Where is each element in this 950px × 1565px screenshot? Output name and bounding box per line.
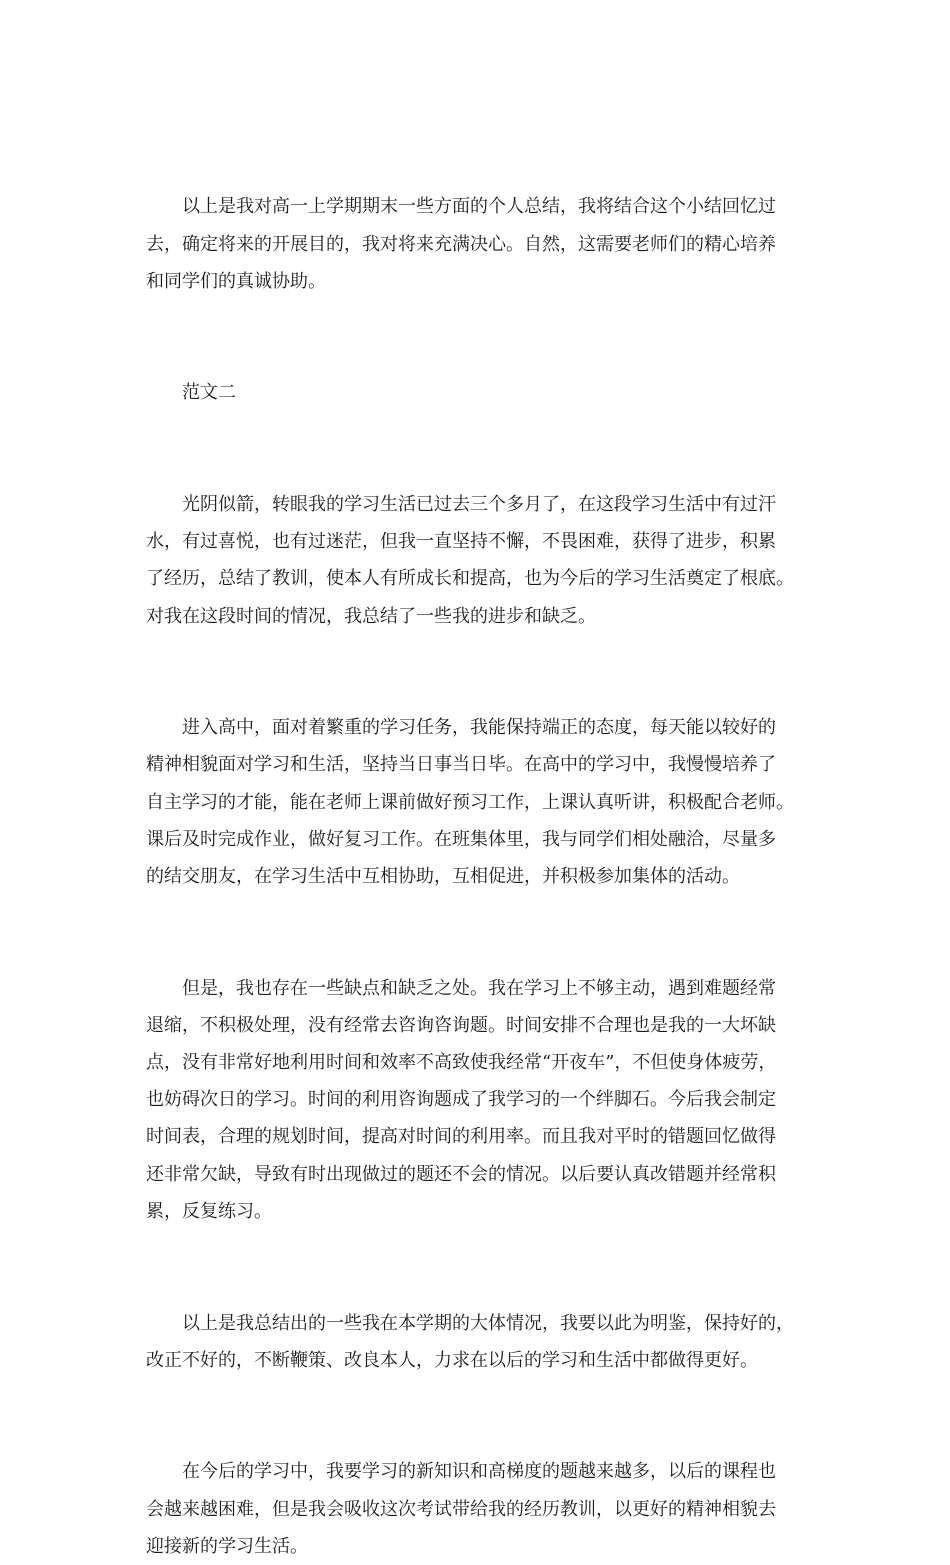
text-line: 和同学们的真诚协助。 <box>146 270 326 292</box>
text-line: 去，确定将来的开展目的，我对将来充满决心。自然，这需要老师们的精心培养 <box>146 233 776 255</box>
text-line: 课后及时完成作业，做好复习工作。在班集体里，我与同学们相处融洽，尽量多 <box>146 828 776 850</box>
paragraph-shortcomings <box>146 895 810 1230</box>
text-line: 迎接新的学习生活。 <box>146 1535 308 1557</box>
text-line: 还非常欠缺，导致有时出现做过的题还不会的情况。以后要认真改错题并经常积 <box>146 1163 776 1185</box>
text-line: 进入高中，面对着繁重的学习任务，我能保持端正的态度，每天能以较好的 <box>182 717 776 739</box>
text-line: 但是，我也存在一些缺点和缺乏之处。我在学习上不够主动，遇到难题经常 <box>182 977 776 999</box>
text-line: 也妨碍次日的学习。时间的利用咨询题成了我学习的一个绊脚石。今后我会制定 <box>146 1089 776 1111</box>
text-line: 了经历，总结了教训，使本人有所成长和提高，也为今后的学习生活奠定了根底。 <box>146 568 794 590</box>
text-line: 水，有过喜悦，也有过迷茫，但我一直坚持不懈，不畏困难，获得了进步，积累 <box>146 531 776 553</box>
text-line: 在今后的学习中，我要学习的新知识和高梯度的题越来越多，以后的课程也 <box>182 1461 776 1483</box>
section-heading <box>146 300 810 412</box>
text-line: 点，没有非常好地利用时间和效率不高致使我经常“开夜车”，不但使身体疲劳， <box>146 1052 777 1074</box>
paragraph-intro <box>146 412 810 635</box>
text-line: 自主学习的才能，能在老师上课前做好预习工作，上课认真听讲，积极配合老师。 <box>146 791 794 813</box>
text-line: 精神相貌面对学习和生活，坚持当日事当日毕。在高中的学习中，我慢慢培养了 <box>146 754 776 776</box>
text-line: 累，反复练习。 <box>146 1200 272 1222</box>
document-body <box>146 114 810 1565</box>
text-line: 改正不好的，不断鞭策、改良本人，力求在以后的学习和生活中都做得更好。 <box>146 1349 758 1371</box>
text-line: 以上是我对高一上学期期末一些方面的个人总结，我将结合这个小结回忆过 <box>182 196 776 218</box>
text-line: 退缩，不积极处理，没有经常去咨询咨询题。时间安排不合理也是我的一大坏缺 <box>146 1014 776 1036</box>
text-line: 的结交朋友，在学习生活中互相协助，互相促进，并积极参加集体的活动。 <box>146 866 740 888</box>
text-line: 光阴似箭，转眼我的学习生活已过去三个多月了，在这段学习生活中有过汗 <box>182 494 776 516</box>
text-line: 以上是我总结出的一些我在本学期的大体情况，我要以此为明鉴，保持好的， <box>182 1312 794 1334</box>
text-line: 时间表，合理的规划时间，提高对时间的利用率。而且我对平时的错题回忆做得 <box>146 1126 776 1148</box>
text-line: 会越来越困难，但是我会吸收这次考试带给我的经历教训，以更好的精神相貌去 <box>146 1498 776 1520</box>
text-line: 对我在这段时间的情况，我总结了一些我的进步和缺乏。 <box>146 605 596 627</box>
paragraph-summary <box>146 114 810 300</box>
paragraph-outlook <box>146 1379 810 1565</box>
heading-text: 范文二 <box>182 382 236 404</box>
paragraph-conclusion <box>146 1230 810 1379</box>
paragraph-progress <box>146 635 810 895</box>
